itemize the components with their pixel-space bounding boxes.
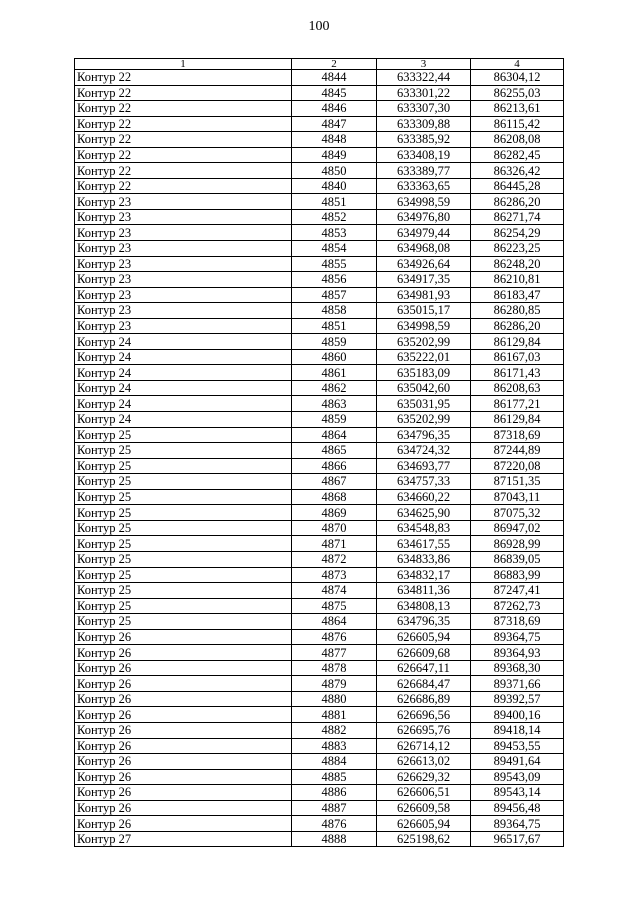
coordinate-y-cell: 89456,48: [471, 800, 564, 816]
table-row: [75, 303, 564, 319]
coordinate-y-cell: 87151,35: [471, 474, 564, 490]
coordinate-y-cell: 86280,85: [471, 303, 564, 319]
point-number-cell: 4880: [292, 691, 377, 707]
coordinate-y-cell: 89543,09: [471, 769, 564, 785]
table-row: [75, 101, 564, 117]
contour-name-cell: Контур 25: [75, 443, 292, 459]
contour-name-cell: Контур 26: [75, 754, 292, 770]
contour-name-cell: Контур 22: [75, 132, 292, 148]
column-header: 2: [292, 59, 377, 70]
coordinate-x-cell: 633363,65: [377, 178, 471, 194]
table-row: [75, 536, 564, 552]
coordinate-y-cell: 87247,41: [471, 583, 564, 599]
coordinate-x-cell: 626684,47: [377, 676, 471, 692]
table-row: [75, 769, 564, 785]
contour-name-cell: Контур 23: [75, 225, 292, 241]
point-number-cell: 4856: [292, 272, 377, 288]
coordinate-x-cell: 634926,64: [377, 256, 471, 272]
point-number-cell: 4851: [292, 318, 377, 334]
table-row: [75, 707, 564, 723]
table-row: [75, 194, 564, 210]
contour-name-cell: Контур 26: [75, 722, 292, 738]
coordinate-y-cell: 89371,66: [471, 676, 564, 692]
point-number-cell: 4883: [292, 738, 377, 754]
coordinate-x-cell: 634968,08: [377, 241, 471, 257]
point-number-cell: 4855: [292, 256, 377, 272]
table-row: [75, 85, 564, 101]
contour-name-cell: Контур 25: [75, 458, 292, 474]
table-row: [75, 132, 564, 148]
table-row: [75, 178, 564, 194]
point-number-cell: 4857: [292, 287, 377, 303]
coordinate-y-cell: 86129,84: [471, 334, 564, 350]
coordinate-y-cell: 89453,55: [471, 738, 564, 754]
column-header: 4: [471, 59, 564, 70]
table-row: [75, 831, 564, 847]
coordinate-y-cell: 86223,25: [471, 241, 564, 257]
point-number-cell: 4850: [292, 163, 377, 179]
point-number-cell: 4888: [292, 831, 377, 847]
coordinate-y-cell: 86248,20: [471, 256, 564, 272]
coordinate-x-cell: 626647,11: [377, 660, 471, 676]
point-number-cell: 4865: [292, 443, 377, 459]
point-number-cell: 4853: [292, 225, 377, 241]
table-row: [75, 163, 564, 179]
coordinate-x-cell: 634998,59: [377, 194, 471, 210]
coordinate-x-cell: 634981,93: [377, 287, 471, 303]
coordinate-y-cell: 86304,12: [471, 70, 564, 86]
point-number-cell: 4870: [292, 520, 377, 536]
coordinate-x-cell: 634548,83: [377, 520, 471, 536]
point-number-cell: 4844: [292, 70, 377, 86]
point-number-cell: 4851: [292, 194, 377, 210]
coordinate-x-cell: 634625,90: [377, 505, 471, 521]
point-number-cell: 4866: [292, 458, 377, 474]
table-row: [75, 800, 564, 816]
point-number-cell: 4854: [292, 241, 377, 257]
point-number-cell: 4860: [292, 349, 377, 365]
contour-name-cell: Контур 25: [75, 474, 292, 490]
coordinate-x-cell: 634998,59: [377, 318, 471, 334]
coordinate-y-cell: 89364,93: [471, 645, 564, 661]
contour-name-cell: Контур 25: [75, 427, 292, 443]
coordinate-y-cell: 86183,47: [471, 287, 564, 303]
table-row: [75, 443, 564, 459]
table-row: [75, 754, 564, 770]
contour-name-cell: Контур 22: [75, 163, 292, 179]
contour-name-cell: Контур 23: [75, 303, 292, 319]
table-row: [75, 241, 564, 257]
coordinate-y-cell: 86255,03: [471, 85, 564, 101]
contour-name-cell: Контур 22: [75, 116, 292, 132]
table-row: [75, 614, 564, 630]
contour-name-cell: Контур 23: [75, 194, 292, 210]
coordinate-x-cell: 633408,19: [377, 147, 471, 163]
coordinate-y-cell: 89543,14: [471, 785, 564, 801]
coordinate-x-cell: 626696,56: [377, 707, 471, 723]
table-row: [75, 334, 564, 350]
contour-name-cell: Контур 26: [75, 785, 292, 801]
coordinate-y-cell: 86947,02: [471, 520, 564, 536]
point-number-cell: 4879: [292, 676, 377, 692]
coordinate-y-cell: 87220,08: [471, 458, 564, 474]
coordinate-x-cell: 626613,02: [377, 754, 471, 770]
coordinate-x-cell: 633385,92: [377, 132, 471, 148]
coordinate-x-cell: 626605,94: [377, 816, 471, 832]
contour-name-cell: Контур 23: [75, 256, 292, 272]
table-row: [75, 474, 564, 490]
contour-name-cell: Контур 23: [75, 318, 292, 334]
coordinate-x-cell: 634832,17: [377, 567, 471, 583]
point-number-cell: 4849: [292, 147, 377, 163]
coordinates-table: [74, 58, 564, 847]
coordinate-x-cell: 633307,30: [377, 101, 471, 117]
point-number-cell: 4862: [292, 380, 377, 396]
coordinate-y-cell: 87043,11: [471, 489, 564, 505]
table-row: [75, 645, 564, 661]
point-number-cell: 4847: [292, 116, 377, 132]
point-number-cell: 4876: [292, 629, 377, 645]
point-number-cell: 4872: [292, 551, 377, 567]
contour-name-cell: Контур 26: [75, 645, 292, 661]
contour-name-cell: Контур 26: [75, 660, 292, 676]
table-row: [75, 629, 564, 645]
page-number: 100: [308, 19, 330, 34]
table-row: [75, 505, 564, 521]
point-number-cell: 4858: [292, 303, 377, 319]
point-number-cell: 4859: [292, 412, 377, 428]
point-number-cell: 4887: [292, 800, 377, 816]
coordinate-y-cell: 86839,05: [471, 551, 564, 567]
coordinate-x-cell: 634617,55: [377, 536, 471, 552]
contour-name-cell: Контур 22: [75, 101, 292, 117]
point-number-cell: 4864: [292, 614, 377, 630]
coordinate-y-cell: 86286,20: [471, 318, 564, 334]
coordinate-x-cell: 634693,77: [377, 458, 471, 474]
coordinate-x-cell: 634811,36: [377, 583, 471, 599]
coordinate-y-cell: 86883,99: [471, 567, 564, 583]
table-row: [75, 722, 564, 738]
table-row: [75, 458, 564, 474]
table-row: [75, 380, 564, 396]
table-row: [75, 520, 564, 536]
coordinate-x-cell: 626629,32: [377, 769, 471, 785]
table-row: [75, 412, 564, 428]
table-row: [75, 209, 564, 225]
coordinate-x-cell: 626606,51: [377, 785, 471, 801]
point-number-cell: 4869: [292, 505, 377, 521]
contour-name-cell: Контур 25: [75, 551, 292, 567]
contour-name-cell: Контур 23: [75, 209, 292, 225]
contour-name-cell: Контур 22: [75, 147, 292, 163]
point-number-cell: 4861: [292, 365, 377, 381]
contour-name-cell: Контур 25: [75, 567, 292, 583]
table-row: [75, 567, 564, 583]
point-number-cell: 4859: [292, 334, 377, 350]
coordinate-y-cell: 89392,57: [471, 691, 564, 707]
contour-name-cell: Контур 24: [75, 365, 292, 381]
coordinate-x-cell: 634757,33: [377, 474, 471, 490]
table-row: [75, 676, 564, 692]
table-header-row: [75, 59, 564, 70]
point-number-cell: 4845: [292, 85, 377, 101]
coordinate-x-cell: 626686,89: [377, 691, 471, 707]
table-row: [75, 598, 564, 614]
coordinate-y-cell: 87075,32: [471, 505, 564, 521]
contour-name-cell: Контур 24: [75, 396, 292, 412]
coordinate-x-cell: 635042,60: [377, 380, 471, 396]
table-row: [75, 349, 564, 365]
contour-name-cell: Контур 24: [75, 412, 292, 428]
coordinate-x-cell: 635031,95: [377, 396, 471, 412]
contour-name-cell: Контур 23: [75, 241, 292, 257]
coordinate-x-cell: 633322,44: [377, 70, 471, 86]
coordinate-y-cell: 86129,84: [471, 412, 564, 428]
contour-name-cell: Контур 25: [75, 614, 292, 630]
contour-name-cell: Контур 22: [75, 70, 292, 86]
point-number-cell: 4876: [292, 816, 377, 832]
table-row: [75, 272, 564, 288]
contour-name-cell: Контур 26: [75, 691, 292, 707]
contour-name-cell: Контур 23: [75, 287, 292, 303]
coordinate-x-cell: 626609,58: [377, 800, 471, 816]
coordinate-x-cell: 633309,88: [377, 116, 471, 132]
point-number-cell: 4885: [292, 769, 377, 785]
coordinate-y-cell: 89400,16: [471, 707, 564, 723]
contour-name-cell: Контур 25: [75, 536, 292, 552]
coordinate-x-cell: 634796,35: [377, 614, 471, 630]
coordinate-y-cell: 89368,30: [471, 660, 564, 676]
table-row: [75, 427, 564, 443]
table-row: [75, 318, 564, 334]
coordinate-y-cell: 86208,08: [471, 132, 564, 148]
coordinate-y-cell: 86326,42: [471, 163, 564, 179]
point-number-cell: 4877: [292, 645, 377, 661]
point-number-cell: 4871: [292, 536, 377, 552]
point-number-cell: 4840: [292, 178, 377, 194]
table-row: [75, 287, 564, 303]
table-row: [75, 116, 564, 132]
table-row: [75, 738, 564, 754]
point-number-cell: 4874: [292, 583, 377, 599]
coordinate-y-cell: 86282,45: [471, 147, 564, 163]
coordinate-x-cell: 626695,76: [377, 722, 471, 738]
contour-name-cell: Контур 22: [75, 85, 292, 101]
coordinate-y-cell: 87244,89: [471, 443, 564, 459]
coordinate-y-cell: 89364,75: [471, 816, 564, 832]
point-number-cell: 4846: [292, 101, 377, 117]
point-number-cell: 4878: [292, 660, 377, 676]
contour-name-cell: Контур 25: [75, 520, 292, 536]
coordinate-x-cell: 634660,22: [377, 489, 471, 505]
coordinate-x-cell: 626605,94: [377, 629, 471, 645]
point-number-cell: 4881: [292, 707, 377, 723]
contour-name-cell: Контур 24: [75, 380, 292, 396]
table-row: [75, 147, 564, 163]
coordinate-y-cell: 87318,69: [471, 614, 564, 630]
point-number-cell: 4852: [292, 209, 377, 225]
coordinate-x-cell: 626609,68: [377, 645, 471, 661]
contour-name-cell: Контур 26: [75, 769, 292, 785]
coordinate-y-cell: 86213,61: [471, 101, 564, 117]
coordinate-y-cell: 86928,99: [471, 536, 564, 552]
coordinate-x-cell: 635202,99: [377, 334, 471, 350]
contour-name-cell: Контур 25: [75, 583, 292, 599]
table-row: [75, 70, 564, 86]
coordinate-y-cell: 89364,75: [471, 629, 564, 645]
coordinate-y-cell: 96517,67: [471, 831, 564, 847]
table-row: [75, 785, 564, 801]
point-number-cell: 4864: [292, 427, 377, 443]
coordinate-x-cell: 635015,17: [377, 303, 471, 319]
contour-name-cell: Контур 26: [75, 800, 292, 816]
contour-name-cell: Контур 25: [75, 505, 292, 521]
table-row: [75, 365, 564, 381]
coordinate-y-cell: 86171,43: [471, 365, 564, 381]
coordinate-x-cell: 634808,13: [377, 598, 471, 614]
table-row: [75, 489, 564, 505]
coordinate-x-cell: 634796,35: [377, 427, 471, 443]
coordinate-y-cell: 86210,81: [471, 272, 564, 288]
coordinate-x-cell: 635183,09: [377, 365, 471, 381]
contour-name-cell: Контур 22: [75, 178, 292, 194]
coordinate-y-cell: 86445,28: [471, 178, 564, 194]
point-number-cell: 4848: [292, 132, 377, 148]
coordinate-y-cell: 86208,63: [471, 380, 564, 396]
coordinate-y-cell: 86177,21: [471, 396, 564, 412]
point-number-cell: 4875: [292, 598, 377, 614]
table-body: [75, 70, 564, 847]
contour-name-cell: Контур 24: [75, 349, 292, 365]
coordinate-x-cell: 633389,77: [377, 163, 471, 179]
coordinate-x-cell: 635222,01: [377, 349, 471, 365]
table-row: [75, 816, 564, 832]
coordinate-x-cell: 634979,44: [377, 225, 471, 241]
coordinate-x-cell: 634724,32: [377, 443, 471, 459]
table-row: [75, 396, 564, 412]
table-row: [75, 583, 564, 599]
coordinate-y-cell: 87318,69: [471, 427, 564, 443]
contour-name-cell: Контур 26: [75, 676, 292, 692]
table-row: [75, 691, 564, 707]
coordinate-x-cell: 635202,99: [377, 412, 471, 428]
contour-name-cell: Контур 26: [75, 816, 292, 832]
coordinate-x-cell: 634833,86: [377, 551, 471, 567]
contour-name-cell: Контур 26: [75, 629, 292, 645]
coordinate-x-cell: 634976,80: [377, 209, 471, 225]
point-number-cell: 4867: [292, 474, 377, 490]
table-row: [75, 225, 564, 241]
point-number-cell: 4884: [292, 754, 377, 770]
table-row: [75, 551, 564, 567]
contour-name-cell: Контур 27: [75, 831, 292, 847]
point-number-cell: 4868: [292, 489, 377, 505]
table-row: [75, 660, 564, 676]
coordinate-y-cell: 86167,03: [471, 349, 564, 365]
contour-name-cell: Контур 23: [75, 272, 292, 288]
contour-name-cell: Контур 25: [75, 489, 292, 505]
contour-name-cell: Контур 26: [75, 738, 292, 754]
point-number-cell: 4863: [292, 396, 377, 412]
contour-name-cell: Контур 26: [75, 707, 292, 723]
coordinate-y-cell: 89418,14: [471, 722, 564, 738]
point-number-cell: 4873: [292, 567, 377, 583]
point-number-cell: 4882: [292, 722, 377, 738]
coordinate-y-cell: 87262,73: [471, 598, 564, 614]
coordinate-y-cell: 89491,64: [471, 754, 564, 770]
contour-name-cell: Контур 25: [75, 598, 292, 614]
coordinate-x-cell: 625198,62: [377, 831, 471, 847]
table-row: [75, 256, 564, 272]
coordinate-x-cell: 634917,35: [377, 272, 471, 288]
coordinate-y-cell: 86115,42: [471, 116, 564, 132]
column-header: 3: [377, 59, 471, 70]
coordinate-x-cell: 626714,12: [377, 738, 471, 754]
contour-name-cell: Контур 24: [75, 334, 292, 350]
coordinate-y-cell: 86254,29: [471, 225, 564, 241]
column-header: 1: [75, 59, 292, 70]
point-number-cell: 4886: [292, 785, 377, 801]
coordinate-y-cell: 86271,74: [471, 209, 564, 225]
coordinate-y-cell: 86286,20: [471, 194, 564, 210]
coordinate-x-cell: 633301,22: [377, 85, 471, 101]
